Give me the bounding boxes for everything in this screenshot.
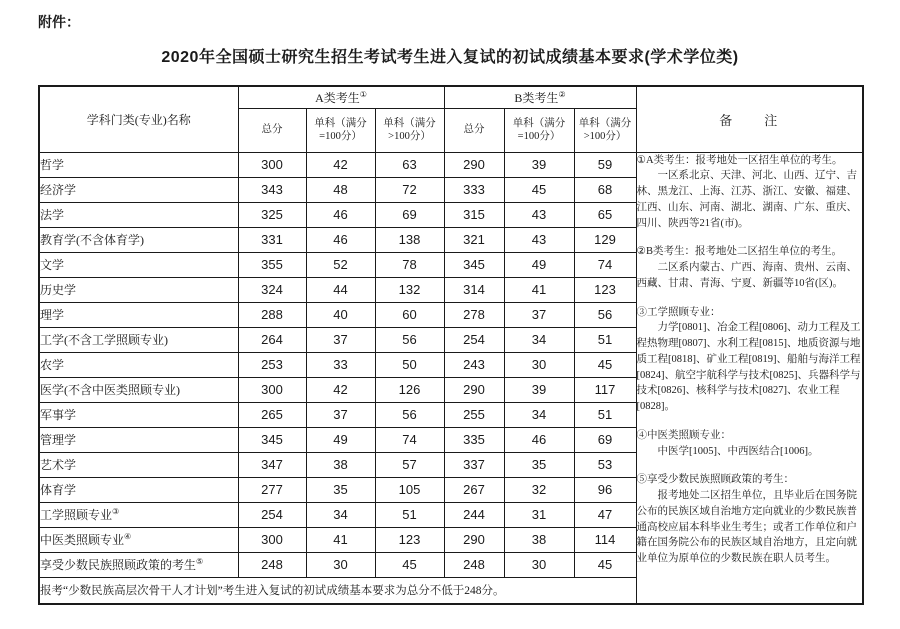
score-cell: 78 (375, 252, 444, 277)
score-cell: 345 (238, 427, 306, 452)
score-cell: 44 (306, 277, 375, 302)
score-cell: 43 (504, 227, 574, 252)
score-cell: 255 (444, 402, 504, 427)
note-paragraph: ①A类考生：报考地处一区招生单位的考生。 (636, 154, 843, 166)
score-cell: 47 (574, 502, 636, 527)
subject-label: 享受少数民族照顾政策的考生 (40, 558, 197, 572)
score-cell: 243 (444, 352, 504, 377)
score-cell: 39 (504, 152, 574, 177)
score-cell: 56 (375, 327, 444, 352)
score-cell: 46 (306, 227, 375, 252)
score-cell: 138 (375, 227, 444, 252)
score-cell: 248 (444, 552, 504, 577)
score-cell: 38 (504, 527, 574, 552)
subject-cell (39, 552, 238, 577)
score-cell: 39 (504, 377, 574, 402)
remarks-cell (636, 152, 863, 604)
subject-cell (39, 302, 238, 327)
score-cell: 34 (504, 327, 574, 352)
note-block (637, 305, 863, 415)
score-cell: 35 (504, 452, 574, 477)
subject-superscript: ③ (112, 507, 120, 516)
score-cell: 46 (504, 427, 574, 452)
col-header-single-over100-a: 单科（满分>100分） (375, 108, 444, 152)
subject-label: 历史学 (40, 283, 77, 297)
group-a-superscript: ① (359, 89, 367, 99)
score-cell: 248 (238, 552, 306, 577)
score-cell: 56 (375, 402, 444, 427)
note-block (637, 428, 863, 460)
col-header-total-a: 总分 (238, 108, 306, 152)
footer-note: 报考“少数民族高层次骨干人才计划”考生进入复试的初试成绩基本要求为总分不低于248分。 (39, 577, 636, 604)
table-row (39, 152, 863, 177)
score-cell: 331 (238, 227, 306, 252)
score-cell: 69 (574, 427, 636, 452)
subject-label: 教育学(不含体育学) (40, 233, 144, 247)
subject-label: 工学(不含工学照顾专业) (40, 333, 168, 347)
score-cell: 45 (375, 552, 444, 577)
score-cell: 126 (375, 377, 444, 402)
subject-cell (39, 277, 238, 302)
score-cell: 38 (306, 452, 375, 477)
subject-cell (39, 502, 238, 527)
score-cell: 300 (238, 152, 306, 177)
score-cell: 277 (238, 477, 306, 502)
score-cell: 123 (574, 277, 636, 302)
note-block (637, 472, 863, 567)
score-cell: 51 (375, 502, 444, 527)
subject-cell (39, 352, 238, 377)
subject-cell (39, 452, 238, 477)
score-cell: 321 (444, 227, 504, 252)
score-cell: 288 (238, 302, 306, 327)
score-cell: 42 (306, 152, 375, 177)
score-cell: 96 (574, 477, 636, 502)
score-cell: 37 (306, 402, 375, 427)
score-cell: 33 (306, 352, 375, 377)
score-cell: 300 (238, 527, 306, 552)
score-cell: 51 (574, 327, 636, 352)
score-cell: 48 (306, 177, 375, 202)
score-cell: 52 (306, 252, 375, 277)
note-paragraph: 力学[0801]、冶金工程[0806]、动力工程及工程热物理[0807]、水利工程[0815]、地质资源与地质工程[0818]、矿业工程[0819]、船舶与海洋工程[0824]、航空宇航科学与技术[0825]、兵器科学与技术[0826]、核科学与技术[0827]、农业工程[0828]。 (636, 322, 861, 412)
score-cell: 41 (306, 527, 375, 552)
score-cell: 254 (238, 502, 306, 527)
subject-cell (39, 377, 238, 402)
score-cell: 264 (238, 327, 306, 352)
group-a-header (238, 86, 444, 108)
score-cell: 343 (238, 177, 306, 202)
note-paragraph: 中医学[1005]、中西医结合[1006]。 (657, 445, 819, 457)
page-title: 2020年全国硕士研究生招生考试考生进入复试的初试成绩基本要求(学术学位类) (161, 49, 739, 66)
subject-cell (39, 327, 238, 352)
col-header-single100-a: 单科（满分=100分） (306, 108, 375, 152)
score-cell: 45 (574, 552, 636, 577)
score-cell: 31 (504, 502, 574, 527)
subject-label: 哲学 (40, 158, 65, 172)
score-table (38, 85, 864, 605)
score-cell: 123 (375, 527, 444, 552)
score-cell: 68 (574, 177, 636, 202)
score-cell: 244 (444, 502, 504, 527)
score-cell: 290 (444, 377, 504, 402)
subject-label: 管理学 (40, 433, 77, 447)
score-cell: 30 (504, 352, 574, 377)
score-cell: 45 (574, 352, 636, 377)
subject-superscript: ⑤ (196, 557, 204, 566)
note-paragraph: ③工学照顾专业： (636, 306, 721, 318)
group-b-superscript: ② (558, 89, 566, 99)
score-cell: 253 (238, 352, 306, 377)
score-cell: 30 (306, 552, 375, 577)
table-header-row-groups (39, 86, 863, 108)
note-paragraph: 二区系内蒙古、广西、海南、贵州、云南、西藏、甘肃、青海、宁夏、新疆等10省(区)。 (636, 262, 858, 289)
score-cell: 46 (306, 202, 375, 227)
score-cell: 132 (375, 277, 444, 302)
score-cell: 34 (306, 502, 375, 527)
col-header-single-over100-b: 单科（满分>100分） (574, 108, 636, 152)
subject-label: 法学 (40, 208, 65, 222)
score-cell: 50 (375, 352, 444, 377)
score-cell: 114 (574, 527, 636, 552)
score-cell: 42 (306, 377, 375, 402)
score-cell: 34 (504, 402, 574, 427)
score-cell: 337 (444, 452, 504, 477)
group-b-label: B类考生 (514, 90, 559, 105)
group-b-header (444, 86, 636, 108)
subject-label: 艺术学 (40, 458, 77, 472)
attachment-label: 附件： (38, 14, 80, 30)
note-block (637, 153, 863, 232)
score-cell: 56 (574, 302, 636, 327)
score-cell: 41 (504, 277, 574, 302)
score-cell: 60 (375, 302, 444, 327)
score-cell: 345 (444, 252, 504, 277)
subject-cell (39, 177, 238, 202)
score-cell: 290 (444, 152, 504, 177)
group-a-label: A类考生 (315, 90, 360, 105)
remarks-header: 备 注 (636, 86, 863, 152)
score-cell: 37 (504, 302, 574, 327)
subject-cell (39, 252, 238, 277)
score-cell: 45 (504, 177, 574, 202)
score-cell: 324 (238, 277, 306, 302)
subject-superscript: ④ (124, 532, 132, 541)
score-cell: 74 (574, 252, 636, 277)
score-cell: 69 (375, 202, 444, 227)
note-block (637, 244, 863, 291)
subject-label: 农学 (40, 358, 65, 372)
score-cell: 59 (574, 152, 636, 177)
score-cell: 63 (375, 152, 444, 177)
note-paragraph: ②B类考生：报考地处二区招生单位的考生。 (636, 246, 842, 258)
score-cell: 117 (574, 377, 636, 402)
score-cell: 30 (504, 552, 574, 577)
score-cell: 32 (504, 477, 574, 502)
note-paragraph: 一区系北京、天津、河北、山西、辽宁、吉林、黑龙江、上海、江苏、浙江、安徽、福建、江西、山东、河南、湖北、湖南、广东、重庆、四川、陕西等21省(市)。 (636, 170, 858, 229)
score-cell: 347 (238, 452, 306, 477)
score-cell: 335 (444, 427, 504, 452)
note-paragraph: 报考地处二区招生单位，且毕业后在国务院公布的民族区域自治地方定向就业的少数民族普通高校应届本科毕业生考生；或者工作单位和户籍在国务院公布的民族区域自治地方，且定向就业单位为原单位的少数民族在职人员考生。 (636, 490, 858, 564)
score-cell: 290 (444, 527, 504, 552)
table-body (39, 86, 863, 604)
score-cell: 129 (574, 227, 636, 252)
subject-label: 理学 (40, 308, 65, 322)
subject-cell (39, 527, 238, 552)
score-cell: 65 (574, 202, 636, 227)
score-cell: 325 (238, 202, 306, 227)
score-cell: 49 (306, 427, 375, 452)
score-cell: 314 (444, 277, 504, 302)
score-cell: 74 (375, 427, 444, 452)
score-cell: 43 (504, 202, 574, 227)
subject-cell (39, 477, 238, 502)
score-cell: 278 (444, 302, 504, 327)
score-cell: 333 (444, 177, 504, 202)
score-cell: 37 (306, 327, 375, 352)
score-cell: 315 (444, 202, 504, 227)
score-cell: 40 (306, 302, 375, 327)
score-cell: 72 (375, 177, 444, 202)
score-cell: 265 (238, 402, 306, 427)
score-cell: 300 (238, 377, 306, 402)
subject-label: 体育学 (40, 483, 77, 497)
subject-cell (39, 227, 238, 252)
score-cell: 254 (444, 327, 504, 352)
score-cell: 53 (574, 452, 636, 477)
subject-cell (39, 427, 238, 452)
score-cell: 105 (375, 477, 444, 502)
subject-label: 军事学 (40, 408, 77, 422)
score-cell: 355 (238, 252, 306, 277)
col-header-total-b: 总分 (444, 108, 504, 152)
score-cell: 51 (574, 402, 636, 427)
subject-label: 医学(不含中医类照顾专业) (40, 383, 180, 397)
score-cell: 35 (306, 477, 375, 502)
subject-label: 经济学 (40, 183, 77, 197)
subject-column-header: 学科门类(专业)名称 (39, 86, 238, 152)
subject-label: 中医类照顾专业 (40, 533, 125, 547)
col-header-single100-b: 单科（满分=100分） (504, 108, 574, 152)
note-paragraph: ⑤享受少数民族照顾政策的考生： (636, 474, 795, 486)
subject-cell (39, 202, 238, 227)
subject-cell (39, 152, 238, 177)
score-cell: 49 (504, 252, 574, 277)
note-paragraph: ④中医类照顾专业： (636, 429, 732, 441)
score-cell: 267 (444, 477, 504, 502)
subject-label: 文学 (40, 258, 65, 272)
subject-cell (39, 402, 238, 427)
score-cell: 57 (375, 452, 444, 477)
subject-label: 工学照顾专业 (40, 508, 113, 522)
